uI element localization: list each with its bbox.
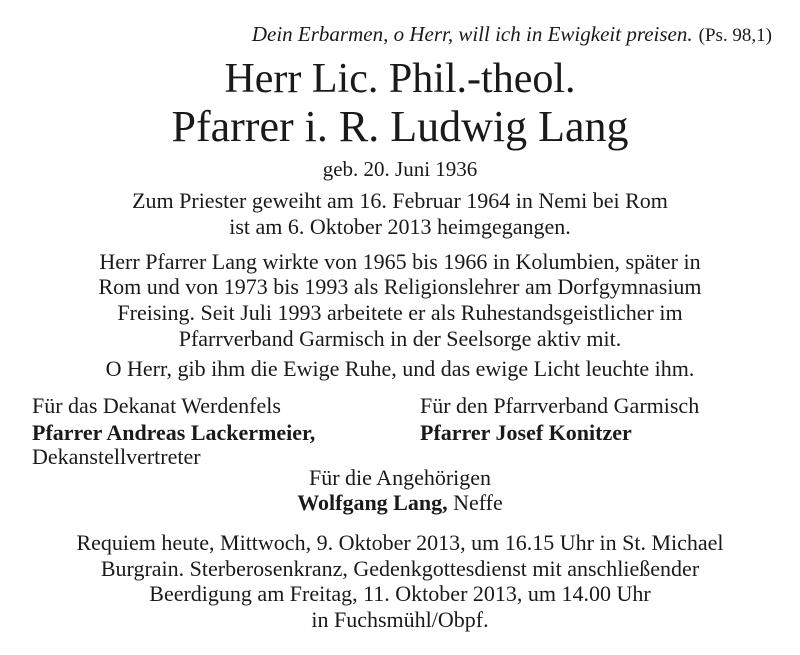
signature-right-name: Pfarrer Josef Konitzer — [420, 420, 632, 445]
signature-left-name: Pfarrer Andreas Lackermeier, — [32, 420, 316, 445]
family-signature — [0, 490, 800, 516]
biography-line: Freising. Seit Juli 1993 arbeitete er als Ruhestandsgeistlicher im — [117, 300, 683, 325]
family-heading: Für die Angehörigen — [308, 465, 492, 490]
requiem-line: in Fuchsmühl/Obpf. — [311, 607, 489, 632]
verse-text: Dein Erbarmen, o Herr, will ich in Ewigkeit preisen. — [251, 22, 693, 46]
verse-reference: (Ps. 98,1) — [698, 25, 772, 46]
family-name: Wolfgang Lang, — [297, 490, 448, 515]
prayer-line: O Herr, gib ihm die Ewige Ruhe, und das ewige Licht leuchte ihm. — [105, 356, 695, 381]
deceased-title: Herr Lic. Phil.-theol. — [224, 56, 576, 102]
deceased-name: Pfarrer i. R. Ludwig Lang — [171, 102, 629, 151]
signature-left-heading: Für das Dekanat Werdenfels — [32, 393, 281, 418]
biography-line: Herr Pfarrer Lang wirkte von 1965 bis 1966 in Kolumbien, später in — [99, 249, 701, 274]
signature-right-heading: Für den Pfarrverband Garmisch — [420, 393, 700, 418]
birth-date: geb. 20. Juni 1936 — [322, 157, 478, 181]
death-line: ist am 6. Oktober 2013 heimgegangen. — [229, 214, 571, 239]
requiem-line: Burgrain. Sterberosenkranz, Gedenkgottesdienst mit anschließender — [100, 556, 700, 581]
ordination-line: Zum Priester geweiht am 16. Februar 1964 in Nemi bei Rom — [132, 188, 668, 213]
biography-line: Pfarrverband Garmisch in der Seelsorge aktiv mit. — [178, 326, 622, 351]
requiem-line: Requiem heute, Mittwoch, 9. Oktober 2013, um 16.15 Uhr in St. Michael — [76, 530, 724, 555]
biography-line: Rom und von 1973 bis 1993 als Religionslehrer am Dorfgymnasium — [98, 274, 702, 299]
family-relation: Neffe — [447, 490, 503, 515]
bible-verse — [252, 22, 772, 47]
requiem-line: Beerdigung am Freitag, 11. Oktober 2013, um 14.00 Uhr — [149, 581, 651, 606]
signature-left-role: Dekanstellvertreter — [32, 444, 201, 469]
